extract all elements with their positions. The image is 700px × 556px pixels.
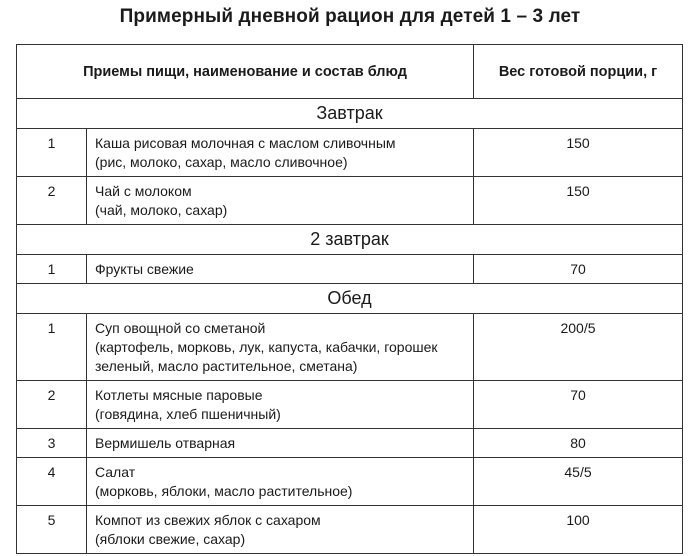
dish-cell: [87, 255, 474, 284]
dish-cell: [87, 177, 474, 225]
page-title: Примерный дневной рацион для детей 1 – 3 лет: [119, 6, 581, 27]
row-number: 5: [17, 506, 87, 554]
dish-cell: [87, 429, 474, 458]
table-row: [17, 381, 683, 429]
dish-composition: (морковь, яблоки, масло растительное): [95, 483, 353, 499]
dish-name: Котлеты мясные паровые: [95, 387, 263, 403]
dish-name: Компот из свежих яблок с сахаром: [95, 512, 321, 528]
section-title: Завтрак: [17, 99, 683, 129]
header-weight: Вес готовой порции, г: [474, 45, 683, 99]
dish-cell: [87, 129, 474, 177]
table-header-row: [17, 45, 683, 99]
table-row: [17, 177, 683, 225]
header-dish: Приемы пищи, наименование и состав блюд: [17, 45, 474, 99]
dish-cell: [87, 458, 474, 506]
table-row: [17, 314, 683, 381]
dish-name: Фрукты свежие: [95, 261, 194, 277]
ration-table: [16, 44, 683, 554]
row-number: 1: [17, 255, 87, 284]
table-row: [17, 255, 683, 284]
dish-name: Чай с молоком: [95, 183, 192, 199]
section-title: 2 завтрак: [17, 225, 683, 255]
table-row: [17, 458, 683, 506]
dish-name: Салат: [95, 464, 136, 480]
section-row: [17, 284, 683, 314]
portion-weight: 80: [474, 429, 683, 458]
portion-weight: 70: [474, 255, 683, 284]
dish-name: Вермишель отварная: [95, 435, 236, 451]
portion-weight: 200/5: [474, 314, 683, 381]
dish-composition: (чай, молоко, сахар): [95, 202, 228, 218]
dish-name: Суп овощной со сметаной: [95, 320, 266, 336]
dish-composition: (картофель, морковь, лук, капуста, кабачки, горошек зеленый, масло растительное, сметана): [95, 339, 438, 374]
dish-cell: [87, 506, 474, 554]
row-number: 1: [17, 129, 87, 177]
table-row: [17, 429, 683, 458]
section-row: [17, 225, 683, 255]
portion-weight: 150: [474, 129, 683, 177]
row-number: 2: [17, 177, 87, 225]
dish-composition: (говядина, хлеб пшеничный): [95, 406, 281, 422]
dish-cell: [87, 381, 474, 429]
table-row: [17, 506, 683, 554]
portion-weight: 45/5: [474, 458, 683, 506]
portion-weight: 100: [474, 506, 683, 554]
dish-composition: (рис, молоко, сахар, масло сливочное): [95, 154, 348, 170]
row-number: 1: [17, 314, 87, 381]
row-number: 2: [17, 381, 87, 429]
row-number: 3: [17, 429, 87, 458]
section-row: [17, 99, 683, 129]
dish-cell: [87, 314, 474, 381]
dish-composition: (яблоки свежие, сахар): [95, 531, 246, 547]
portion-weight: 70: [474, 381, 683, 429]
dish-name: Каша рисовая молочная с маслом сливочным: [95, 135, 396, 151]
section-title: Обед: [17, 284, 683, 314]
row-number: 4: [17, 458, 87, 506]
table-row: [17, 129, 683, 177]
portion-weight: 150: [474, 177, 683, 225]
